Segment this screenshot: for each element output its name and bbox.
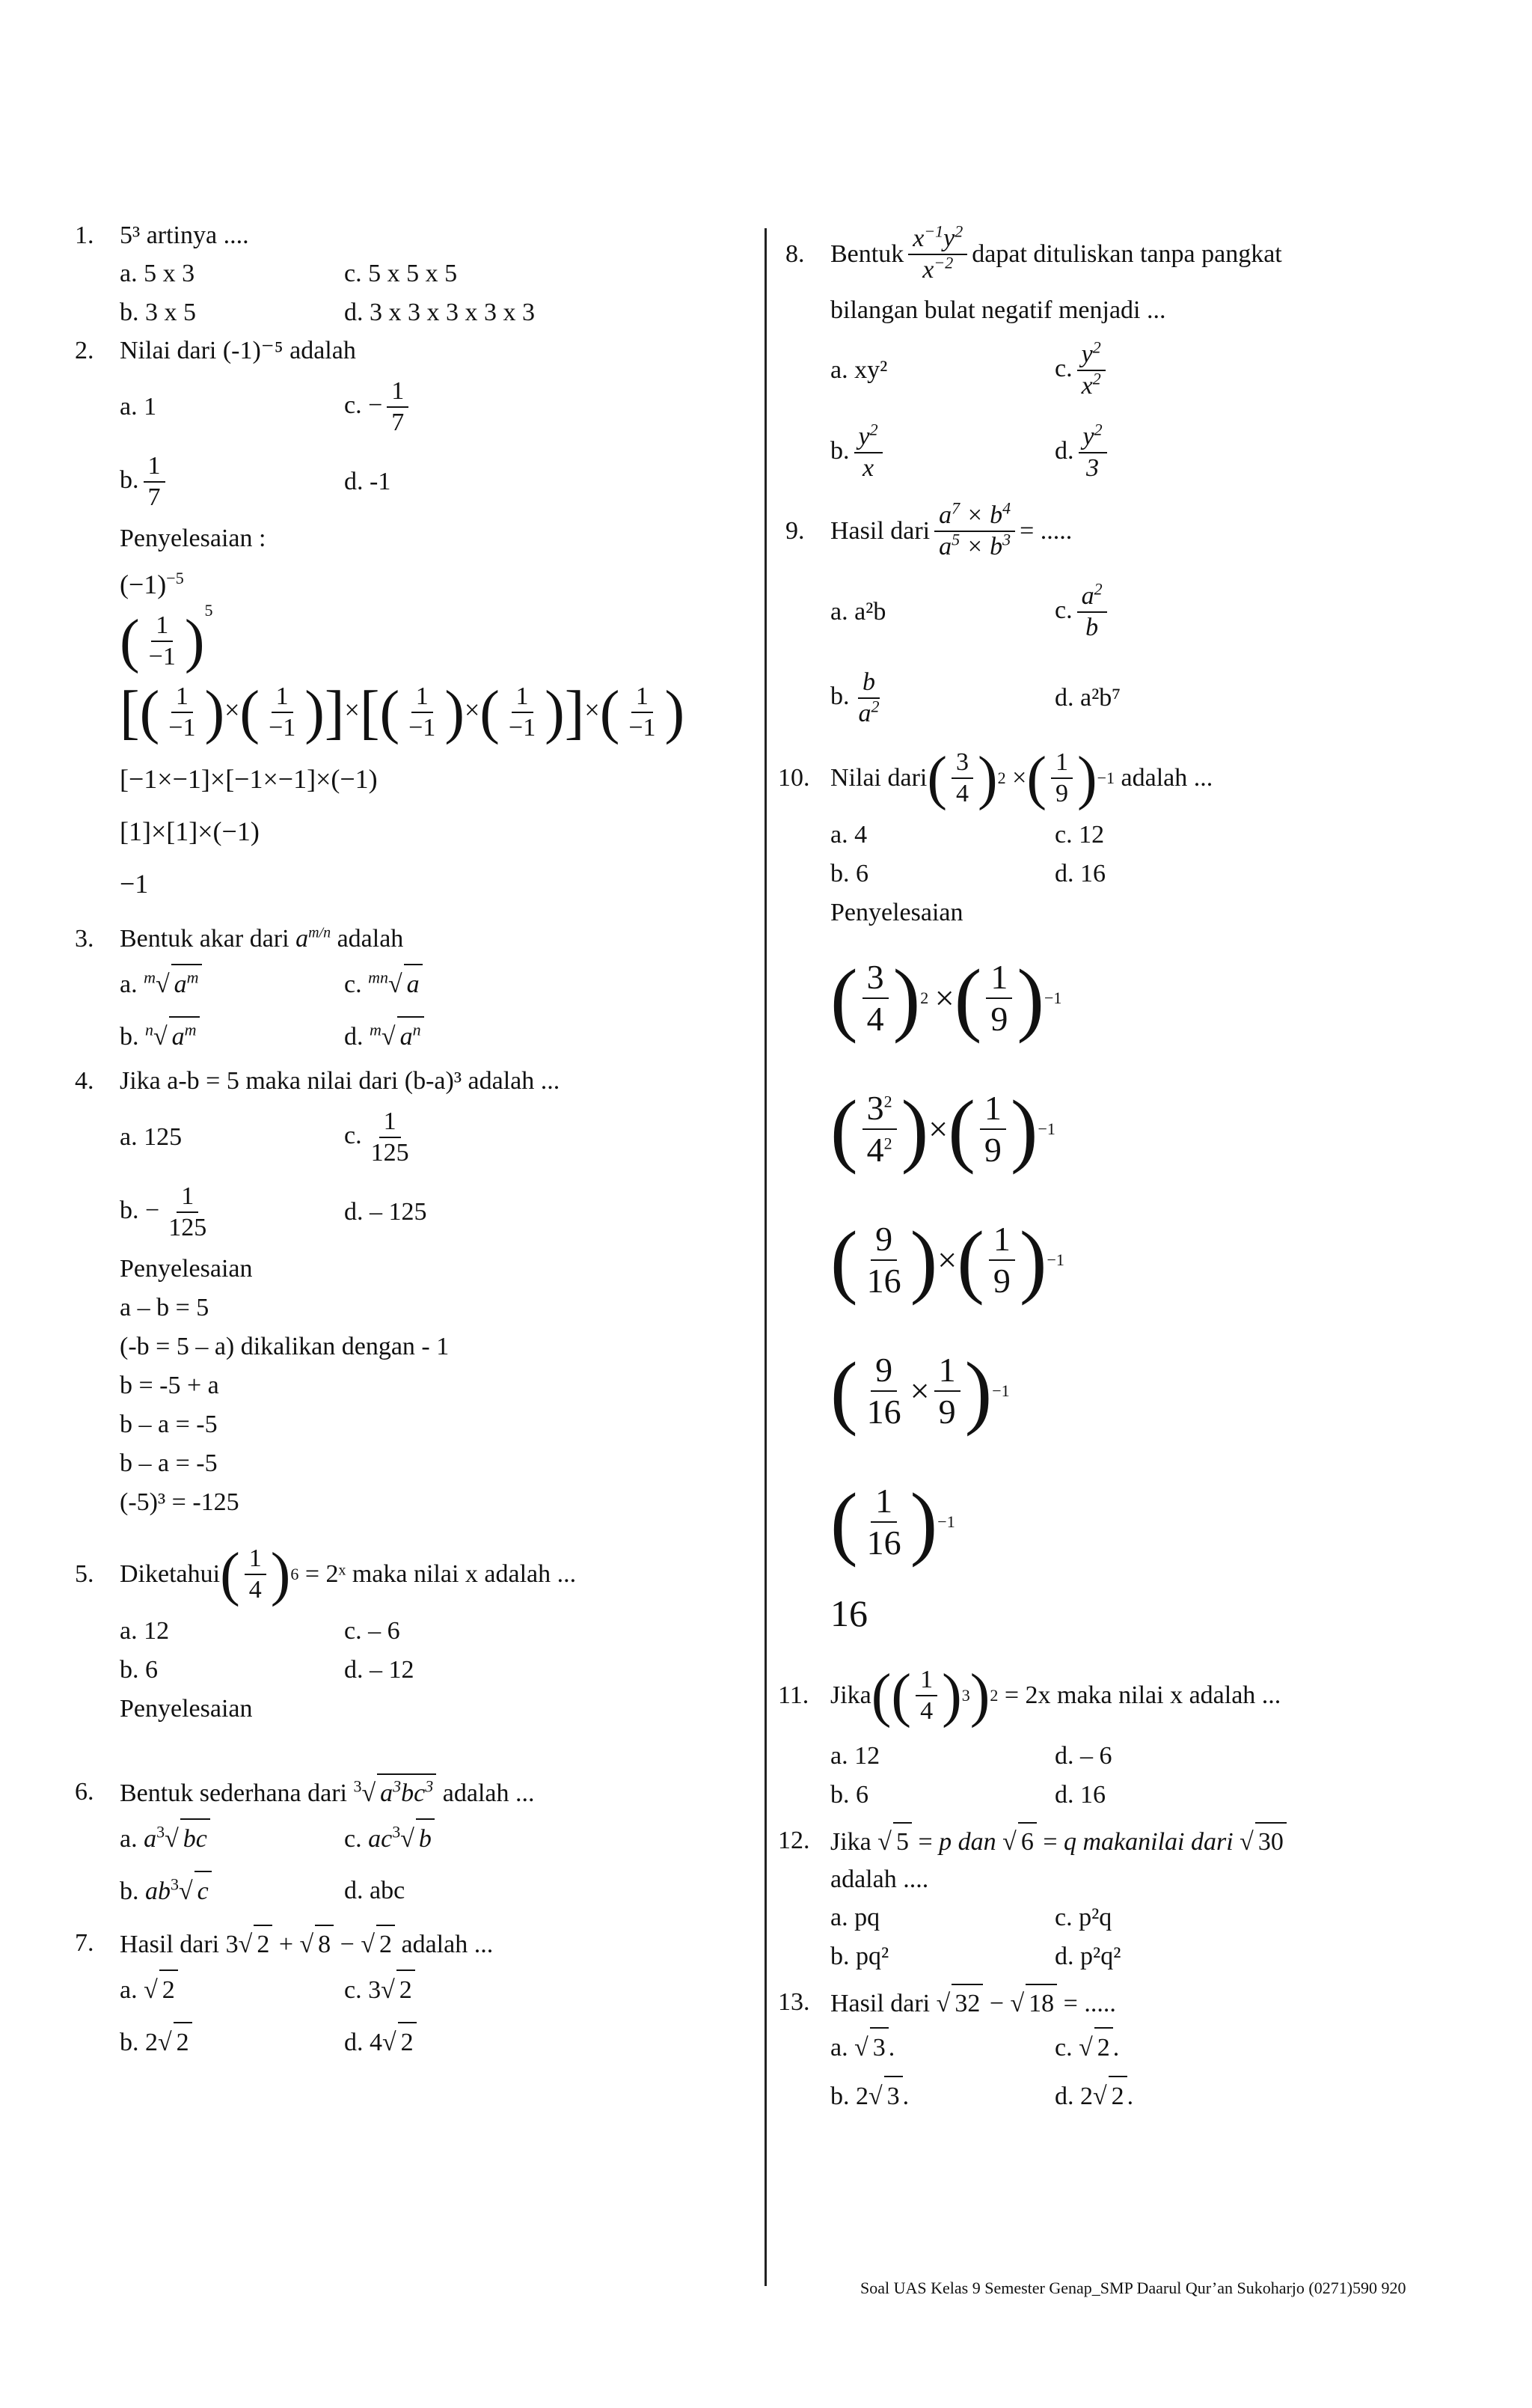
option-c: c. $ac^3√$ b bbox=[344, 1818, 435, 1859]
question-text: Bentuk akar dari $a^{m/n}$ adalah bbox=[120, 924, 404, 953]
option-d: d. – 125 bbox=[344, 1198, 427, 1226]
question-text: Hasil dari √ 32 − √ 18 = ..... bbox=[830, 1984, 1474, 2023]
question-text-cont: bilangan bulat negatif menjadi ... bbox=[830, 296, 1166, 324]
option-a: a. $^m$√ $a^m$ bbox=[120, 964, 344, 1004]
question-number: 6. bbox=[75, 1778, 94, 1806]
question-1 bbox=[75, 217, 748, 332]
question-text-cont: adalah .... bbox=[830, 1865, 929, 1893]
question-13 bbox=[778, 1984, 1474, 2120]
option-b: b. $\frac{y^2}{x}$ bbox=[830, 422, 1055, 483]
option-d: d. p²q² bbox=[1055, 1943, 1121, 1970]
solution-step: b = -5 + a bbox=[120, 1372, 219, 1399]
left-column bbox=[75, 217, 748, 2068]
option-a: a. 4 bbox=[830, 821, 868, 849]
options bbox=[830, 2023, 1474, 2120]
question-10 bbox=[778, 741, 1474, 1640]
solution-step: −1 bbox=[120, 869, 149, 899]
question-text: Hasil dari 3√ 2 + √ 8 − √ 2 adalah ... bbox=[120, 1925, 748, 1964]
option-c: c. $\frac{1}{125}$ bbox=[344, 1107, 409, 1167]
column-divider bbox=[765, 228, 767, 2286]
solution-step: [−1×−1]×[−1×−1]×(−1) bbox=[120, 764, 378, 794]
question-number: 7. bbox=[75, 1929, 94, 1957]
options bbox=[120, 1964, 748, 2068]
question-8 bbox=[785, 217, 1474, 494]
option-c: c. √ 2 . bbox=[1055, 2027, 1119, 2068]
option-d: d. abc bbox=[344, 1877, 405, 1904]
option-d: d. 3 x 3 x 3 x 3 x 3 bbox=[344, 299, 535, 326]
option-c: c. 12 bbox=[1055, 821, 1105, 849]
question-number: 13. bbox=[778, 1988, 810, 2016]
question-6 bbox=[75, 1773, 748, 1917]
option-b: b. pq² bbox=[830, 1943, 889, 1970]
question-text: Nilai dari (-1)⁻⁵ adalah bbox=[120, 337, 356, 364]
solution-step: [1]×[1]×(−1) bbox=[120, 816, 260, 846]
option-d: d. 4√ 2 bbox=[344, 2022, 417, 2062]
solution-step: ( $\frac{1}{-1}$ )$^5$ bbox=[120, 601, 213, 674]
page-footer: Soal UAS Kelas 9 Semester Genap_SMP Daarul Qur’an Sukoharjo (0271)590 920 bbox=[860, 2279, 1406, 2297]
options bbox=[120, 1100, 748, 1250]
option-a: a. 1 bbox=[120, 393, 157, 421]
question-11 bbox=[778, 1654, 1474, 1815]
options bbox=[120, 254, 748, 332]
solution-step: ( $\frac{3}{4}$ ) 2 × ( $\frac{1}{9}$ ) −1 bbox=[830, 952, 1062, 1044]
options bbox=[830, 816, 1474, 893]
options bbox=[830, 1737, 1474, 1815]
option-a: a. √ 3 . bbox=[830, 2027, 1055, 2068]
question-number: 5. bbox=[75, 1560, 94, 1588]
question-3 bbox=[75, 920, 748, 1063]
option-d: d. 16 bbox=[1055, 860, 1106, 887]
option-d: d. 16 bbox=[1055, 1781, 1106, 1809]
solution-step: b – a = -5 bbox=[120, 1449, 218, 1477]
option-b: b. $\frac{1}{7}$ bbox=[120, 451, 344, 513]
solution-step: (-5)³ = -125 bbox=[120, 1488, 239, 1516]
solution-step: [( $\frac{1}{-1}$ )×( $\frac{1}{-1}$ )]×[( $\frac{1}{-1}$ )×( $\frac{1}{-1}$ )]×( $\frac{1}{-1}$ ) bbox=[120, 679, 685, 745]
solution-step: $(-1)^{-5}$ bbox=[120, 569, 184, 599]
option-b: b. $\frac{b}{a^2}$ bbox=[830, 667, 880, 727]
option-c: c. $\frac{a^2}{b}$ bbox=[1055, 581, 1112, 643]
question-5 bbox=[75, 1537, 748, 1729]
question-text: Diketahui ( $\frac{1}{4}$ ) 6 = 2ˣ maka nilai x adalah ... bbox=[120, 1541, 577, 1607]
solution-step: ( $\frac{3^2}{4^2}$ ) × ( $\frac{1}{9}$ ) −1 bbox=[830, 1083, 1055, 1175]
question-text: Bentuk sederhana dari $^3$√ $a^3bc^3$ adalah ... bbox=[120, 1773, 748, 1812]
option-d: d. a²b⁷ bbox=[1055, 683, 1121, 712]
solution-title: Penyelesaian bbox=[830, 899, 963, 926]
option-d: d. -1 bbox=[344, 468, 391, 495]
question-number: 9. bbox=[785, 517, 805, 545]
question-number: 8. bbox=[785, 240, 805, 268]
solution-step: ( $\frac{9}{16}$ × $\frac{1}{9}$ ) −1 bbox=[830, 1345, 1010, 1437]
option-b: b. − $\frac{1}{125}$ bbox=[120, 1182, 207, 1241]
solution bbox=[120, 1690, 748, 1729]
question-number: 1. bbox=[75, 221, 94, 249]
option-d: d. $^m$√ $a^n$ bbox=[344, 1016, 424, 1057]
option-d: d. 2√ 2 . bbox=[1055, 2076, 1133, 2116]
option-a: a. 12 bbox=[120, 1617, 170, 1645]
question-12 bbox=[778, 1822, 1474, 1976]
option-a: a. 12 bbox=[830, 1742, 880, 1770]
option-c: c. 5 x 5 x 5 bbox=[344, 260, 458, 287]
solution-step: (-b = 5 – a) dikalikan dengan - 1 bbox=[120, 1333, 450, 1360]
solution-result: 16 bbox=[830, 1592, 868, 1634]
solution bbox=[830, 893, 1474, 1640]
option-b: b. 6 bbox=[120, 1656, 158, 1684]
question-text: Hasil dari $\frac{a^7 \times b^4}{a^5 \times b^3}$ = ..... bbox=[830, 498, 1073, 560]
question-number: 2. bbox=[75, 337, 94, 364]
option-b: b. 2√ 2 bbox=[120, 2022, 344, 2062]
option-b: b. 6 bbox=[830, 860, 868, 887]
options bbox=[830, 329, 1474, 494]
option-a: a. a²b bbox=[830, 597, 886, 626]
options bbox=[120, 1812, 748, 1917]
options bbox=[120, 958, 748, 1063]
question-text: Jika √ 5 = p dan √ 6 = q makanilai dari √ 30 bbox=[830, 1822, 1474, 1861]
option-a: a. xy² bbox=[830, 356, 888, 384]
solution-title: Penyelesaian : bbox=[120, 525, 266, 552]
options bbox=[120, 1612, 748, 1690]
solution bbox=[120, 519, 748, 910]
question-number: 11. bbox=[778, 1681, 809, 1709]
option-b: b. 3 x 5 bbox=[120, 299, 196, 326]
option-a: a. √ 2 bbox=[120, 1970, 344, 2010]
question-number: 12. bbox=[778, 1827, 810, 1854]
options bbox=[830, 1898, 1474, 1976]
option-d: d. $\frac{y^2}{3}$ bbox=[1055, 422, 1112, 483]
option-a: a. $a^3√$ bc bbox=[120, 1818, 344, 1859]
option-b: b. $ab^3√$ c bbox=[120, 1871, 344, 1911]
question-number: 4. bbox=[75, 1067, 94, 1095]
option-c: c. $\frac{y^2}{x^2}$ bbox=[1055, 340, 1110, 401]
option-c: c. − $\frac{1}{7}$ bbox=[344, 376, 413, 438]
options bbox=[120, 370, 748, 519]
question-4 bbox=[75, 1063, 748, 1522]
question-number: 3. bbox=[75, 925, 94, 953]
option-c: c. $^{mn}$√ a bbox=[344, 964, 423, 1004]
question-9 bbox=[785, 494, 1474, 741]
option-b: b. 6 bbox=[830, 1781, 868, 1809]
question-2 bbox=[75, 332, 748, 910]
question-text: Jika a-b = 5 maka nilai dari (b-a)³ adalah ... bbox=[120, 1067, 560, 1095]
solution bbox=[120, 1250, 748, 1522]
option-a: a. 125 bbox=[120, 1123, 183, 1151]
solution-step: ( $\frac{1}{16}$ ) −1 bbox=[830, 1476, 955, 1568]
solution-step: a – b = 5 bbox=[120, 1294, 209, 1321]
question-text: Bentuk $\frac{x^{-1}y^2}{x^{-2}}$ dapat dituliskan tanpa pangkat bbox=[830, 221, 1282, 284]
question-number: 10. bbox=[778, 764, 810, 792]
solution-title: Penyelesaian bbox=[120, 1695, 253, 1723]
solution-title: Penyelesaian bbox=[120, 1255, 253, 1283]
options bbox=[830, 569, 1474, 741]
option-c: c. p²q bbox=[1055, 1904, 1112, 1931]
question-7 bbox=[75, 1925, 748, 2068]
option-a: a. 5 x 3 bbox=[120, 260, 195, 287]
question-text: 5³ artinya .... bbox=[120, 221, 249, 249]
option-b: b. 2√ 3 . bbox=[830, 2076, 1055, 2116]
solution-step: ( $\frac{9}{16}$ ) × ( $\frac{1}{9}$ ) −1 bbox=[830, 1214, 1064, 1306]
solution-step: b – a = -5 bbox=[120, 1411, 218, 1438]
option-a: a. pq bbox=[830, 1904, 880, 1931]
option-c: c. 3√ 2 bbox=[344, 1970, 415, 2010]
option-d: d. – 12 bbox=[344, 1656, 414, 1684]
option-c: d. – 6 bbox=[1055, 1742, 1112, 1770]
option-c: c. – 6 bbox=[344, 1617, 400, 1645]
question-text: Nilai dari ( $\frac{3}{4}$ ) 2 × ( $\frac{1}{9}$ ) −1 adalah ... bbox=[830, 745, 1213, 811]
question-text: Jika ( ( $\frac{1}{4}$ ) 3 ) 2 = 2x maka nilai x adalah ... bbox=[830, 1663, 1281, 1729]
option-b: b. $^n$√ $a^m$ bbox=[120, 1016, 344, 1057]
right-column bbox=[778, 217, 1474, 2120]
